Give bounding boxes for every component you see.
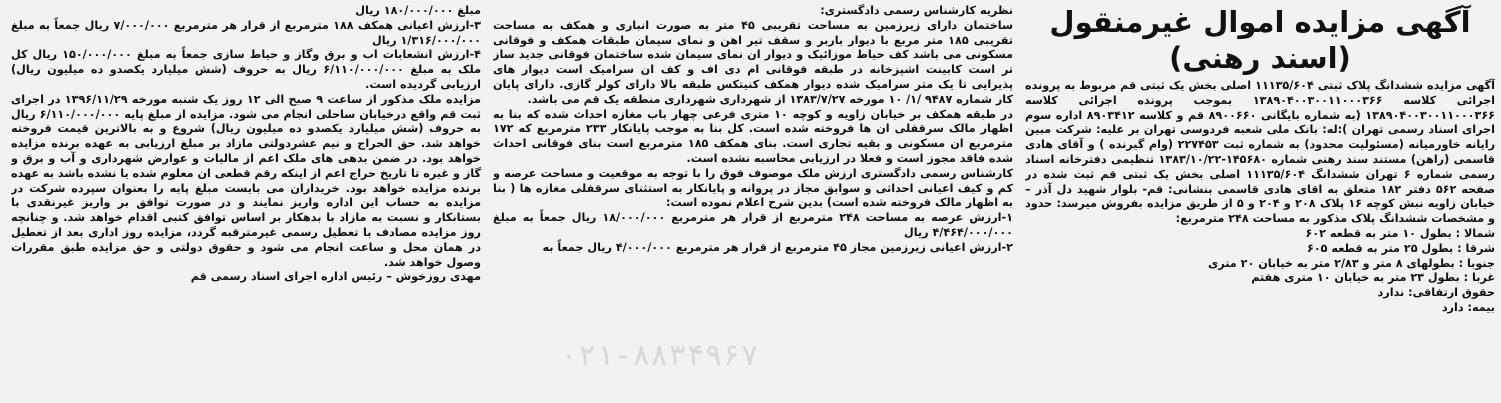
expert-opinion-heading: نظریه کارشناس رسمی دادگستری: bbox=[820, 4, 1013, 17]
ad-title: آگهی مزایده اموال غیرمنقول (اسند رهنی) bbox=[1049, 5, 1471, 75]
insurance: بیمه: دارد bbox=[1441, 300, 1495, 314]
building-description: ساختمان دارای زیرزمین به مساحت تقریبی ۴۵ متر به صورت انباری و همکف به مساحت تقریبی ۱۸۵ متر مربع با دیوار باربر و سقف تیر اهن و نمای سیمان طبقات همکف و فوقانی مسکونی می باشد کف حیاط موزائیک و دیوار ان نمای سیمان شده ساختمان فوقانی جدید ساز تر است کابینت اشپزخانه در طبقه فوقانی ام دی اف و کف ان سرامیک است دیوار های پذیرایی تا یک متر سرامیک شده دیوار همکف کنیتکس طبقه بالا دارای کولر گازی. دارای پایان کار شماره ۹۴۸۷ /۱/ ۱۰ مورخه ۱۳۸۳/۷/۲۷ از شهرداری شهرداری منطقه یک قم می باشد. bbox=[493, 18, 1013, 106]
valuation-intro: کارشناس رسمی دادگستری ارزش ملک موصوف فوق را با توجه به موقعیت و مساحت عرصه و کم و کیف اعیانی احداثی و سوابق مجاز در پروانه و پایانکار به استثنای سرقفلی مغازه ها ( بنا به اظهار مالک فروخته شده است) بدین شرح اعلام نموده است: bbox=[493, 166, 1013, 210]
valuation-item-1: ۱-ارزش عرصه به مساحت ۲۴۸ مترمربع از قرار هر مترمربع ۱۸/۰۰۰/۰۰۰ ریال جمعاً به مبلغ ۴/۴۶۴/۰۰۰/۰۰۰ ریال bbox=[493, 211, 1013, 239]
ground-floor-description: در طبقه همکف بر خیابان زاویه و کوچه ۱۰ متری فرعی چهار باب مغازه احداث شده که بنا به اظهار مالک سرقفلی ان ها فروخته شده است. کل بنا به موجب پایانکار ۲۳۳ مترمربع که ۱۷۲ مترمربع ان مسکونی و بقیه تجاری است. بنای همکف ۱۸۵ مترمربع است بنای فوقانی احداث شده فاقد مجوز است و فعلا در ارزیابی محاسبه نشده است. bbox=[493, 107, 1013, 165]
phone-watermark: ۰۲۱-۸۸۳۴۹۶۷ bbox=[560, 338, 759, 373]
easement-rights: حقوق ارتفاقی: ندارد bbox=[1377, 286, 1495, 300]
valuation-item-4: ۴-ارزش انشعابات اب و برق وگاز و حیاط سازی جمعاً به مبلغ ۱۵۰/۰۰۰/۰۰۰ ریال کل ملک به مبلغ ۶/۱۱۰/۰۰۰/۰۰۰ ریال به حروف (شش میلیارد یکصدو ده میلیون ریال) ارزیابی گردیده است. bbox=[11, 48, 481, 91]
intro-paragraph: آگهی مزایده ششدانگ پلاک ثبتی ۱۱۱۳۵/۶۰۴ اصلی بخش یک ثبتی قم مربوط به پرونده اجرائی کلاسه ۱۳۸۹۰۴۰۰۳۰۰۱۱۰۰۰۳۶۶ بموجب پرونده اجرائی کلاسه ۱۳۸۹۰۴۰۰۳۰۰۱۱۰۰۰۳۶۶ (به شماره بایگانی ۸۹۰۰۶۶۰ قم و کلاسه ۸۹۰۳۴۱۲ اداره سوم اجرای اسناد رسمی تهران ):له: بانک ملی شعبه فردوسی تهران بر علیه: شرکت مبین رایانه خاورمیانه (مسئولیت محدود) به شماره ثبت ۲۲۷۴۵۳ (وام گیرنده ) و آقای هادی قاسمی (راهن) مستند سند رهنی شماره ۱۴۵۶۸۰-۱۳۸۳/۱۰/۲۲ تنظیمی دفترخانه اسناد رسمی شماره ۶ تهران ششدانگ ۱۱۱۳۵/۶۰۴ اصلی بخش یک ثبتی قم ثبت شده در صفحه ۵۶۲ دفتر ۱۸۲ متعلق به اقای هادی قاسمی بنشانی: قم- بلوار شهید دل آذر – خیابان زاویه نبش کوچه ۱۶ پلاک ۲۰۸ و ۲۰۴ و ۵ از طریق مزایده بفروش میرسد: حدود و مشخصات ششدانگ پلاک مذکور به مساحت ۲۴۸ مترمربع: bbox=[1025, 79, 1495, 226]
valuation-item-2-amount: مبلغ ۱۸۰/۰۰۰/۰۰۰ ریال bbox=[355, 4, 481, 17]
boundary-west: غربا : بطول ۲۳ متر به خیابان ۱۰ متری هفتم bbox=[1251, 271, 1495, 285]
valuation-item-3: ۳-ارزش اعیانی همکف ۱۸۸ مترمربع از قرار هر مترمربع ۷/۰۰۰/۰۰۰ ریال جمعاً به مبلغ ۱/۳۱۶/۰۰۰/۰۰۰ ریال bbox=[11, 18, 481, 47]
boundary-south: جنوبا : بطولهای ۸ متر و ۲/۸۳ متر به خیابان ۲۰ متری bbox=[1208, 256, 1495, 270]
column-right bbox=[1025, 4, 1495, 399]
signature-line: مهدی روزخوش – رئیس اداره اجرای اسناد رسمی قم bbox=[190, 270, 481, 284]
column-left bbox=[11, 4, 481, 399]
boundary-north: شمالا : بطول ۱۰ متر به قطعه ۶۰۲ bbox=[1305, 226, 1495, 240]
boundary-east: شرقا : بطول ۲۵ متر به قطعه ۶۰۵ bbox=[1307, 241, 1495, 255]
valuation-item-2: ۲-ارزش اعیانی زیرزمین مجاز ۴۵ مترمربع از قرار هر مترمربع ۴/۰۰۰/۰۰۰ ریال جمعاً به bbox=[542, 240, 1013, 254]
auction-terms: مزایده ملک مذکور از ساعت ۹ صبح الی ۱۲ روز یک شنبه مورخه ۱۳۹۶/۱۱/۲۹ در اجرای ثبت قم واقع درخیابان ساحلی انجام می شود. مزایده از مبلغ پایه ۶/۱۱۰/۰۰۰/۰۰۰ ریال به حروف (شش میلیارد یکصدو ده میلیون ریال) شروع و به بالاترین قیمت فروخته خواهد شد. حق الحراج و نیم عشردولتی مازاد بر مبلغ ارزیابی به عهده برنده مزایده خواهد بود. در ضمن بدهی های ملک اعم از مالیات و عوارض شهرداری و آب و برق و گاز و غیره تا تاریخ حراج اعم از اینکه رقم قطعی ان معلوم شده یا نشده باشد به عهده برنده مزایده خواهد بود. خریداران می بایست مبلغ پایه را بعنوان سپرده شرکت در مزایده به حساب این اداره واریز نمایند و در صورت توافق بر واریز غیرنقدی با بستانکار و نسبت به مازاد با بدهکار بر اساس توافق کتبی اقدام خواهد شد. و چنانچه روز مزایده مصادف با تعطیل رسمی غیرمترقبه گردد، مزایده روز اداری بعد از تعطیل در همان محل و ساعت انجام می شود و حقوق دولتی و حق مزایده طبق مقررات وصول خواهد شد. bbox=[11, 92, 481, 269]
